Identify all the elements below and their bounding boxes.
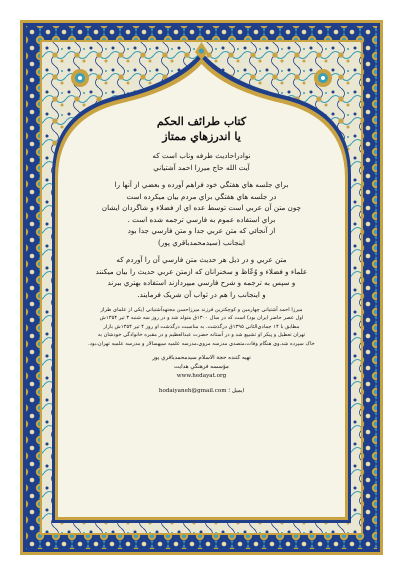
- website-link[interactable]: www.hedayat.org: [176, 373, 227, 380]
- paragraph-1-line: از آنجائي که متن عربي جدا و متن فارسي جدا بود: [127, 226, 276, 235]
- document-title: کتاب طرائف الحکم: [156, 115, 247, 128]
- paragraph-1-line: اینجانب (سیدمحمدباقري پور): [157, 237, 245, 247]
- institute-name: مؤسسه فرهنگي هدایت: [174, 364, 229, 371]
- paragraph-2-line: و سپس به ترجمه و شرح فارسي میپردازند استفاده بهتري ببرند: [107, 278, 296, 287]
- paragraph-2-line: و اینجانب را هم در ثواب آن شریک فرمایند.: [137, 289, 266, 299]
- email-label: ایمیل: [231, 388, 245, 395]
- paragraph-1-line: براي استفاده عموم به فارسي ترجمه شده است .: [127, 214, 276, 224]
- preparer-line: تهیه کننده حجة الاسلام سیدمحمدباقري پور: [152, 355, 251, 362]
- biography-line: اول عصر حاضر ایران بود) است که در سال ۱۳۰۰ق متولد شد و در روز سه شنبه ۳ تیر ۱۳۵۴ش: [99, 315, 304, 322]
- biography-line: خاک سپرده شد.وي هنگام وفات،متصدي مدرسه مروي،مدرسه علمیه سپهسالار و مدرسه علمیه تهران،بود.: [88, 340, 315, 347]
- email-row: [62, 387, 341, 396]
- biography-line: میرزا احمد آشتیاني چهارمین و کوچکترین فرزند میرزاحسن مجتهدآشتیاني (یکي از علماي طراز: [100, 307, 303, 313]
- paragraph-2-line: علماء و فضلاء و وُعّاظ و سخنرانان که ازمتن عربي حدیث را بیان میکنند: [95, 266, 308, 276]
- document-subtitle: یا اندرزهاي ممتاز: [162, 130, 241, 143]
- email-separator: ؛: [228, 388, 231, 395]
- biography-line: تهران تعطیل و پیکر او تشییع شد و در آستانه حضرت عبدالعظیم و در مقبره خانوادگي خودشان به: [97, 332, 306, 339]
- spandrel-ornament-right: [314, 69, 332, 87]
- paragraph-1-line: در جلسه هاي هفتگي براي مردم بیان میکرده است: [126, 191, 277, 201]
- paragraph-2-line: متن عربي و در ذیل هر حدیث متن فارسي آن را آوردم که: [116, 255, 287, 264]
- spandrel-ornament-left: [71, 69, 89, 87]
- document-text: [62, 100, 341, 520]
- biography-line: مطابق با ۱۴ جمادي‌الثاني ۱۳۹۵ق درگذشت. به مناسبت درگذشت او روز ۴ تیر ۱۳۵۴ش بازار: [103, 323, 300, 330]
- intro-line: آیت الله حاج میرزا احمد آشتیاني: [153, 162, 250, 172]
- paragraph-1-line: براي جلسه هاي هفتگي خود فراهم آورده و بعضي از آنها را: [114, 180, 289, 189]
- intro-line: نوادراحادیث طرفه وناب است که: [152, 151, 251, 160]
- email-link[interactable]: hodaiyaneh@gmail.com: [158, 388, 227, 395]
- paragraph-1-line: چون متن آن عربي است توسط عده اي از فضلاء و شاگردان ایشان: [101, 203, 302, 212]
